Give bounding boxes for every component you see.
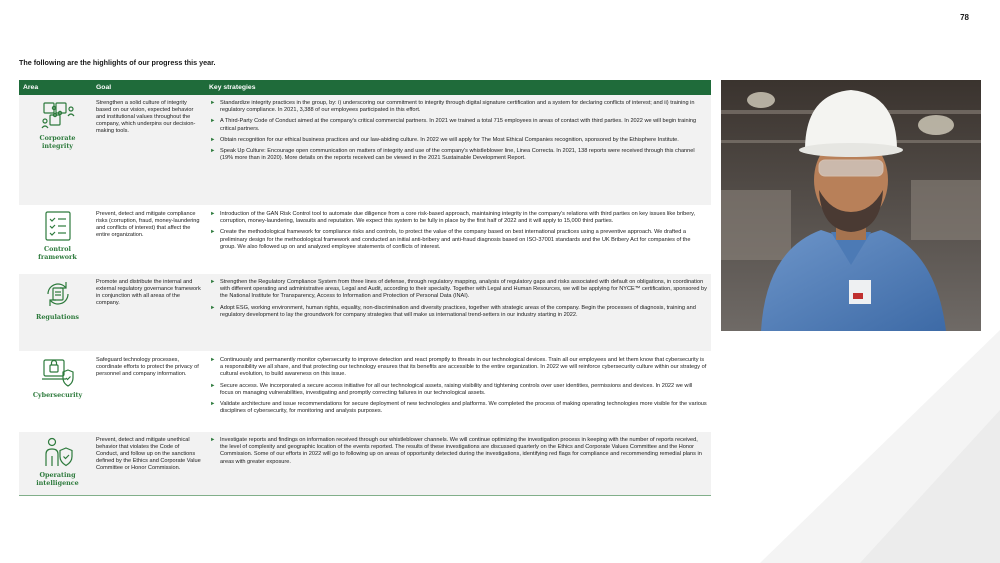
regulation-cycle-icon — [40, 278, 76, 310]
worker-photo — [721, 80, 981, 331]
area-cell — [19, 352, 96, 431]
area-cell — [19, 95, 96, 205]
strategy-item: ► A Third-Party Code of Conduct aimed at the company's critical commercial partners. In 2021 we trained a total 715 employees in areas of contact with third parties. In 2022 we will begin training critical partners. — [209, 118, 707, 132]
area-label: Control framework — [38, 245, 77, 261]
strategy-item: ► Investigate reports and findings on information received through our whistleblower channels. We will continue optimizing the investigation process in keeping with the number of reports received, the level of complexity and geographic location of the events reported. The results of these investigations are discussed quarterly on the Ethics and Corporate Values Committee and the Honor Commission. Some of our efforts in 2022 will go to following up on areas of opportunity detected during the investigations, identifying red flags for compliance and recommending remedial plans in areas with greater exposure. — [209, 437, 707, 466]
area-label: Corporate integrity — [39, 134, 76, 150]
area-cell — [19, 432, 96, 495]
checklist-icon — [40, 210, 76, 242]
table-row — [19, 273, 711, 351]
table-row — [19, 95, 711, 205]
strategy-item: ► Adopt ESG, working environment, human rights, equality, non-discrimination and diversity practices, together with strategic areas of the company. Begin the processes of diagnosis, training and regulatory development to lay the groundwork for company strategies that will make us international trend-setters in our industry starting in 2022. — [209, 305, 707, 319]
table-bottom-rule — [19, 495, 711, 496]
strategies-cell — [207, 206, 711, 273]
header-strategies: Key strategies — [209, 84, 256, 91]
table-header — [19, 80, 711, 95]
strategies-cell — [207, 432, 711, 495]
strategy-item: ► Validate architecture and issue recommendations for secure deployment of new technologies and platforms. We completed the process of making operating technologies more visible for the various disciplines of cybersecurity, for monitoring and analysis purposes. — [209, 401, 707, 415]
goal-cell: Promote and distribute the internal and external regulatory governance framework in conjunction with all areas of the company. — [96, 279, 201, 306]
strategies-cell — [207, 352, 711, 431]
area-label: Cybersecurity — [32, 391, 83, 399]
page-number: 78 — [960, 13, 969, 22]
secure-device-icon — [40, 356, 76, 388]
highlights-table — [19, 80, 711, 496]
area-cell — [19, 274, 96, 351]
table-row — [19, 431, 711, 495]
goal-cell: Prevent, detect and mitigate unethical behavior that violates the Code of Conduct, and follow up on the sanctions defined by the Ethics and Corporate Value Committee or Honor Commission. — [96, 437, 201, 471]
strategy-item: ► Secure access. We incorporated a secure access initiative for all our technological assets, raising visibility and tightening controls over user identities, permissions and devices. In 2022 we will focus on managing vulnerabilities, investigating and promptly correcting failures in our technological assets. — [209, 383, 707, 397]
header-area: Area — [23, 84, 39, 91]
area-label: Operating intelligence — [36, 471, 79, 487]
strategy-item: ► Speak Up Culture: Encourage open communication on matters of integrity and use of the company's whistleblower line, Linea Correcta. In 2021, 138 reports were received through this channel (19% more than in 2020). More details on the reports received can be viewed in the 2021 Sustainable Development Report. — [209, 148, 707, 162]
strategy-item: ► Strengthen the Regulatory Compliance System from three lines of defense, through regulatory mapping, analysis of regulatory gaps and risks associated with default on obligations, in coordination with different operating and administrative areas, Legal and Audit, according to their specialty. Together with Legal and Human Resources, we will be applying for NYCE™ certification, sponsored by the National Institute for Transparency, Access to Information and Protection of Personal Data (INAI). — [209, 279, 707, 301]
strategy-item: ► Introduction of the GAN Risk Control tool to automate due diligence from a core risk-based approach, maintaining integrity in the company's relations with third parties on key issues like bribery, corruption, money-laundering, lawsuits and reputation. We expect this system to be fully in place by the first half of 2022 and it will apply to 15,000 third parties. — [209, 211, 707, 225]
strategies-cell — [207, 274, 711, 351]
intro-text: The following are the highlights of our progress this year. — [19, 58, 216, 67]
puzzle-people-icon — [40, 99, 76, 131]
table-row — [19, 351, 711, 431]
goal-cell: Strengthen a solid culture of integrity based on our vision, expected behavior and institutional values throughout the company, which underpins our decision-making tools. — [96, 100, 196, 134]
strategies-cell — [207, 95, 711, 205]
area-label: Regulations — [36, 313, 79, 321]
strategy-item: ► Create the methodological framework for compliance risks and controls, to protect the value of the company based on best international practices using a preventive approach. We drafted a preliminary design for the methodological framework and conducted an initial anti-bribery and anti-fraud diagnosis based on ISO-37001 standards and the UK Bribery Act for companies of the group. We also followed up on and analyzed employee statements of conflicts of interest. — [209, 229, 707, 251]
strategy-item: ► Obtain recognition for our ethical business practices and our law-abiding culture. In 2022 we will apply for The Most Ethical Companies recognition, sponsored by the Ethisphere Institute. — [209, 137, 707, 144]
strategy-item: ► Standardize integrity practices in the group, by: i) underscoring our commitment to integrity through digital signature certification and a system for declaring conflicts of interest; and ii) training in regulatory compliance. In 2021, 3,388 of our employees participated in this effort. — [209, 100, 707, 114]
header-goal: Goal — [96, 84, 112, 91]
strategy-item: ► Continuously and permanently monitor cybersecurity to improve detection and react promptly to threats in our technological devices. Train all our employees and let them know that cybersecurity is a responsibility we all share, and that protecting our technology ensures that its benefits are accessible to the entire organization. In 2022 we will reinforce cybersecurity culture within our strategy of cultural evolution, to build awareness on this issue. — [209, 357, 707, 379]
goal-cell: Prevent, detect and mitigate compliance risks (corruption, fraud, money-laundering and conflicts of interest) that affect the entire organization. — [96, 211, 200, 238]
worker-illustration — [721, 80, 981, 331]
area-cell — [19, 206, 96, 273]
person-shield-icon — [40, 436, 76, 468]
table-row — [19, 205, 711, 273]
goal-cell: Safeguard technology processes, coordinate efforts to protect the privacy of personnel and company information. — [96, 357, 199, 377]
